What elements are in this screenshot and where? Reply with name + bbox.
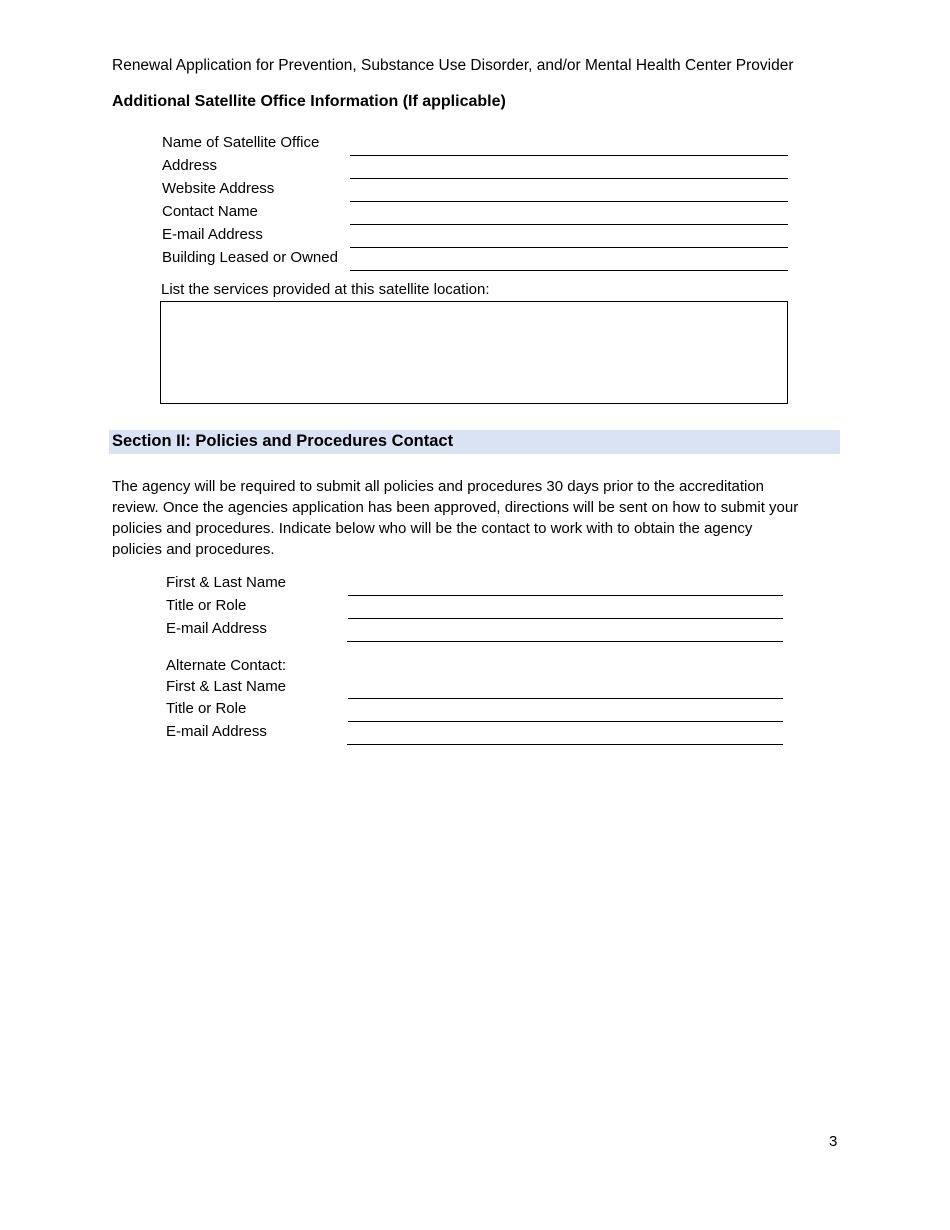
alt-email-field[interactable] (347, 744, 783, 745)
satellite-contact-field[interactable] (350, 224, 788, 225)
satellite-office-heading: Additional Satellite Office Information (If applicable) (112, 93, 506, 110)
alt-name-label: First & Last Name (166, 678, 287, 695)
satellite-website-field[interactable] (350, 201, 788, 202)
paragraph-line: The agency will be required to submit all policies and procedures 30 days prior to the accreditation (112, 478, 765, 495)
services-label: List the services provided at this satellite location: (161, 281, 490, 298)
section-ii-header (109, 430, 840, 454)
contact-email-label: E-mail Address (166, 620, 267, 637)
satellite-contact-label: Contact Name (162, 203, 258, 220)
satellite-email-label: E-mail Address (162, 226, 263, 243)
alt-title-field[interactable] (348, 721, 783, 722)
contact-name-label: First & Last Name (166, 574, 287, 591)
contact-title-label: Title or Role (166, 597, 247, 614)
page-number: 3 (829, 1133, 838, 1150)
paragraph-line: policies and procedures. (112, 541, 275, 558)
satellite-name-label: Name of Satellite Office (162, 134, 320, 151)
satellite-address-field[interactable] (350, 178, 788, 179)
satellite-building-field[interactable] (350, 270, 788, 271)
section-ii-paragraph (112, 476, 842, 560)
contact-email-field[interactable] (347, 641, 783, 642)
satellite-email-field[interactable] (350, 247, 788, 248)
services-textbox[interactable] (160, 301, 788, 404)
alternate-contact-label: Alternate Contact: (166, 657, 287, 674)
satellite-address-label: Address (162, 157, 218, 174)
satellite-name-field[interactable] (350, 155, 788, 156)
alt-title-label: Title or Role (166, 700, 247, 717)
paragraph-line: review. Once the agencies application has been approved, directions will be sent on how to submit your (112, 499, 799, 516)
section-ii-title: Section II: Policies and Procedures Contact (112, 432, 454, 450)
document-header: Renewal Application for Prevention, Substance Use Disorder, and/or Mental Health Center Provider (112, 57, 794, 74)
contact-name-field[interactable] (348, 595, 783, 596)
alt-name-field[interactable] (348, 698, 783, 699)
alt-email-label: E-mail Address (166, 723, 267, 740)
satellite-building-label: Building Leased or Owned (162, 249, 338, 266)
satellite-website-label: Website Address (162, 180, 275, 197)
paragraph-line: policies and procedures. Indicate below who will be the contact to work with to obtain the agency (112, 520, 753, 537)
contact-title-field[interactable] (348, 618, 783, 619)
